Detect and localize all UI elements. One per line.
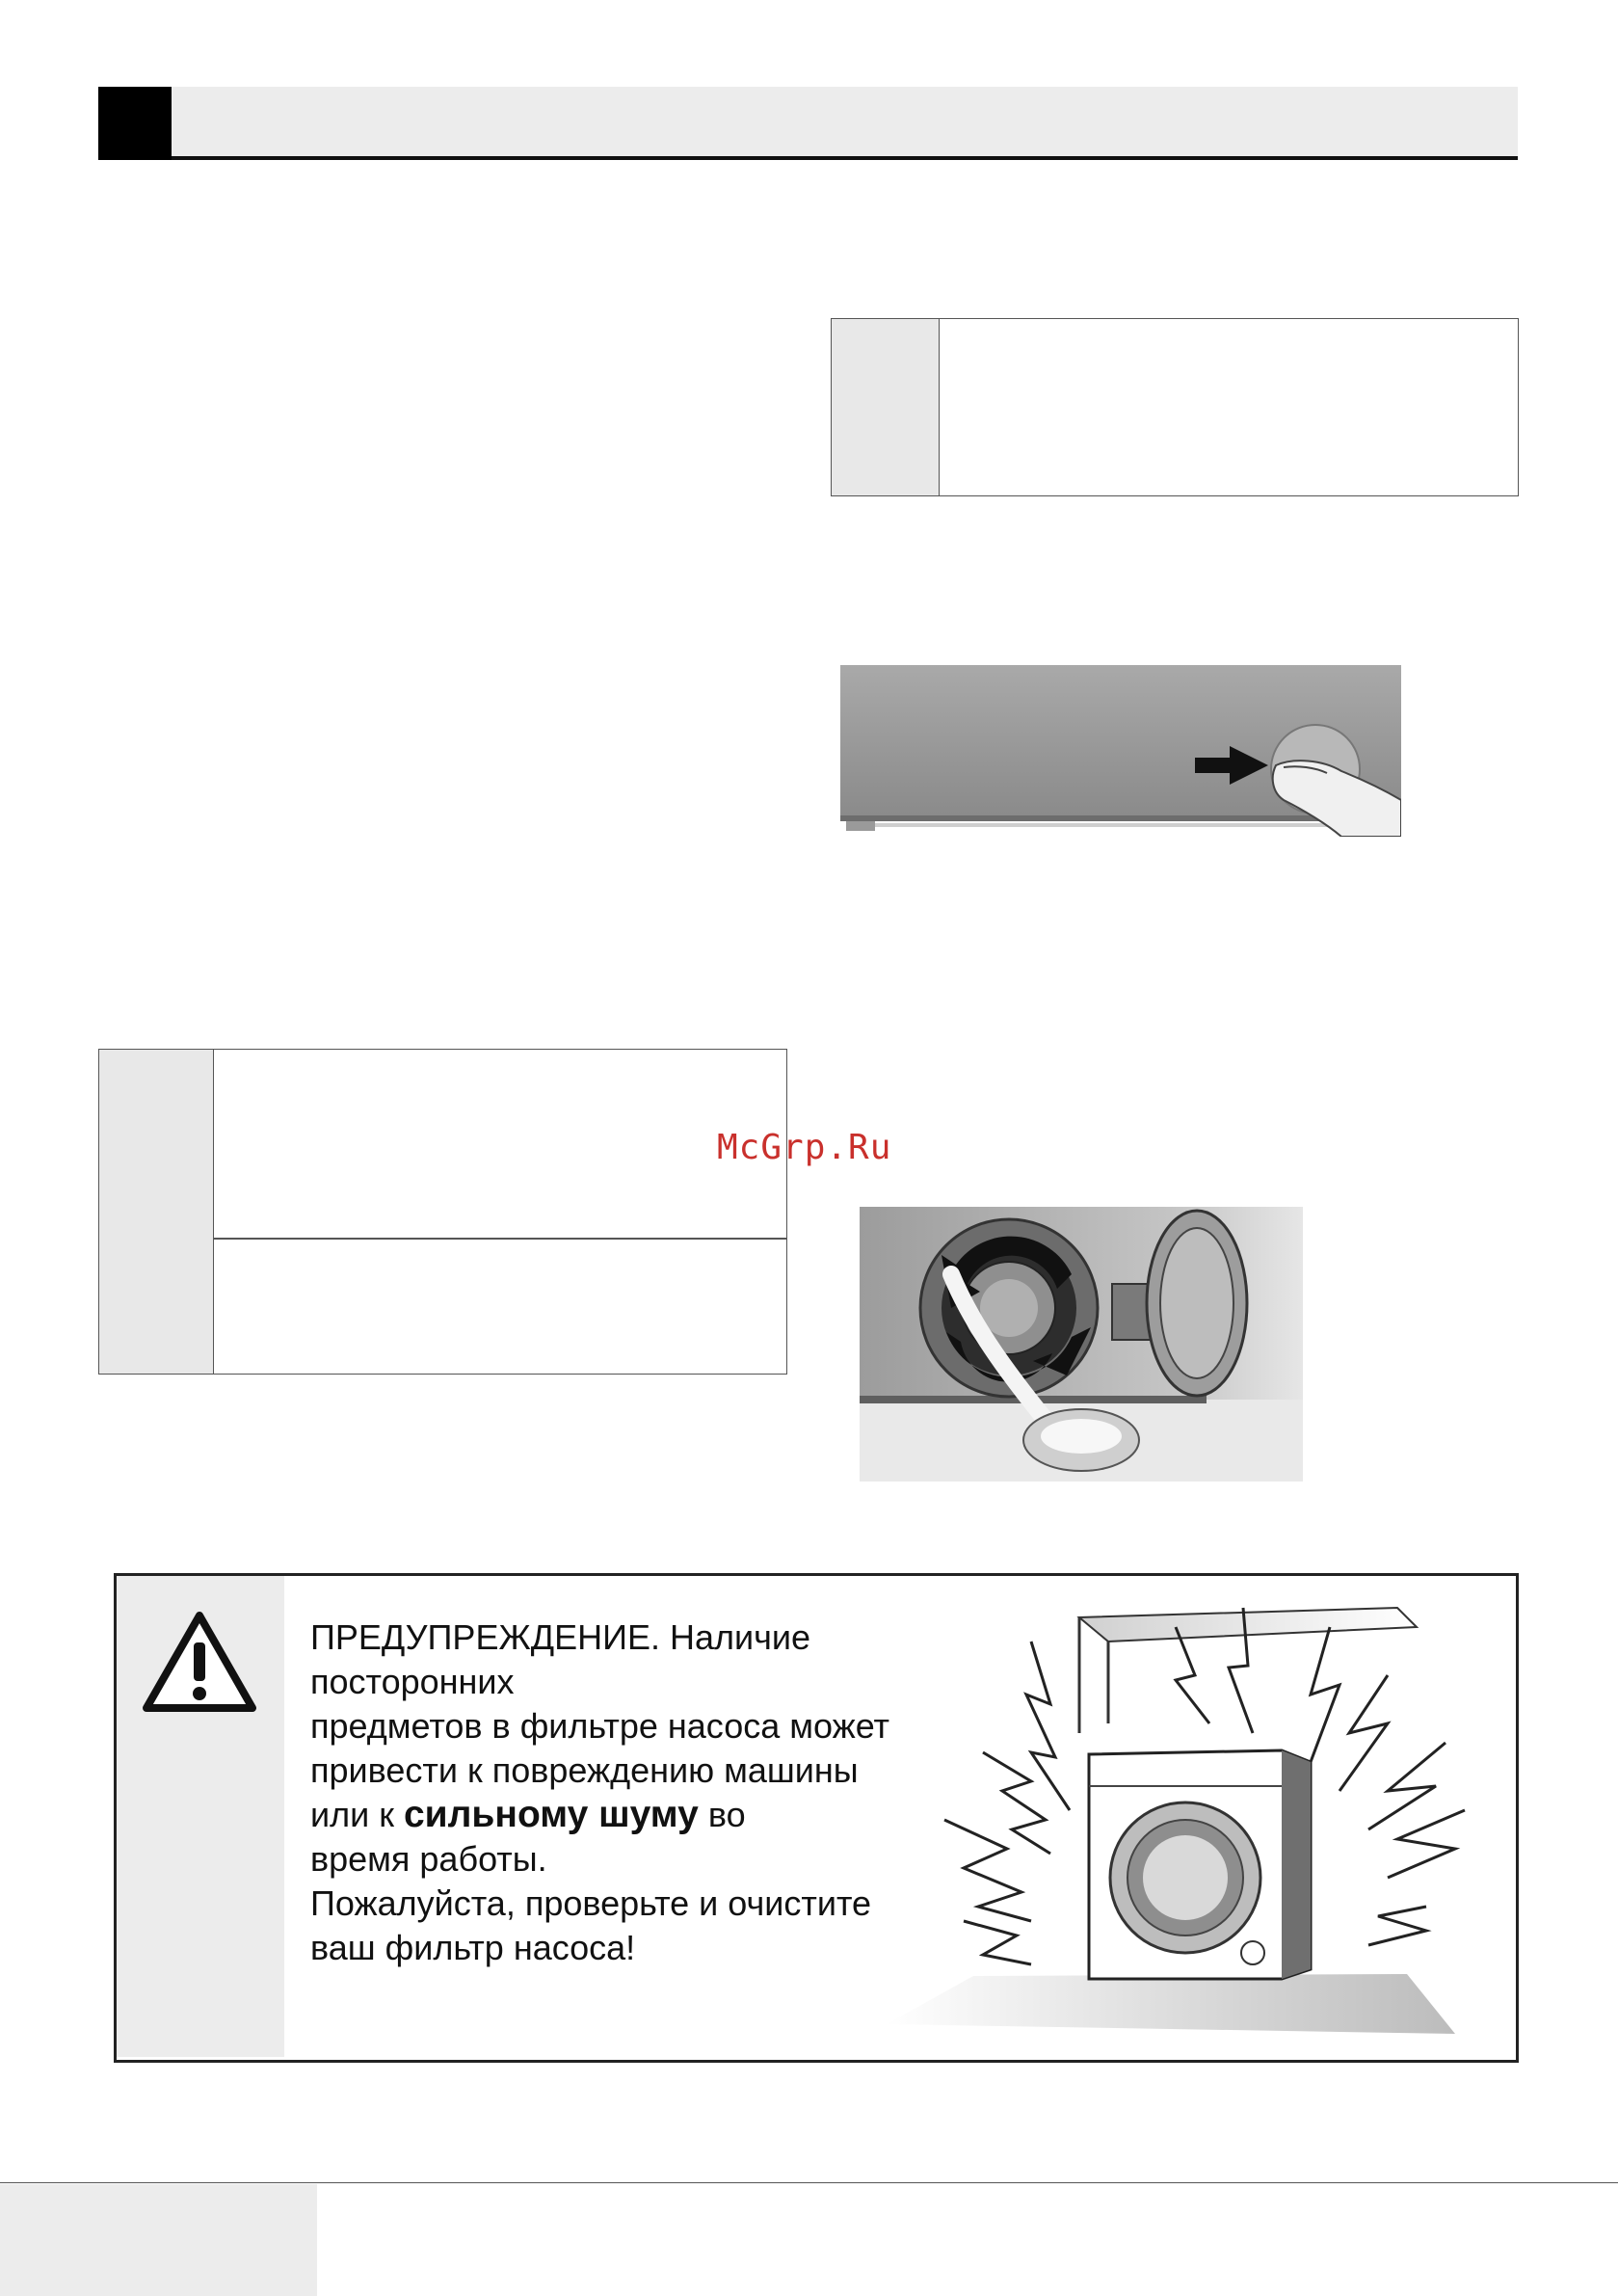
- warning-line-6: Пожалуйста, проверьте и очистите: [310, 1883, 872, 1923]
- note-box-top: [831, 318, 1519, 496]
- note-box-top-side: [832, 319, 940, 495]
- note-box-divider: [213, 1238, 786, 1240]
- figure-pump-filter-drain: [860, 1207, 1303, 1482]
- warning-line-5: время работы.: [310, 1839, 547, 1879]
- note-box-bottom: [98, 1049, 787, 1375]
- footer-page-tab: [0, 2184, 317, 2296]
- warning-line-4-before: или к: [310, 1795, 404, 1834]
- warning-line-7: ваш фильтр насоса!: [310, 1928, 636, 1967]
- section-header-bar: [98, 87, 1518, 160]
- watermark: McGrp.Ru: [717, 1128, 892, 1167]
- note-box-bottom-side: [99, 1050, 214, 1374]
- figure-filter-cover: [840, 665, 1401, 837]
- warning-line-4-after: во: [698, 1795, 746, 1834]
- noisy-washing-machine-illustration: [887, 1589, 1494, 2042]
- warning-emphasis: сильному шуму: [403, 1794, 699, 1835]
- warning-triangle-icon: [139, 1608, 260, 1716]
- section-header-marker: [98, 87, 172, 160]
- warning-line-1: ПРЕДУПРЕЖДЕНИЕ. Наличие посторонних: [310, 1617, 810, 1701]
- warning-line-3: привести к повреждению машины: [310, 1750, 859, 1790]
- footer-divider: [0, 2182, 1618, 2183]
- warning-line-2: предметов в фильтре насоса может: [310, 1706, 890, 1746]
